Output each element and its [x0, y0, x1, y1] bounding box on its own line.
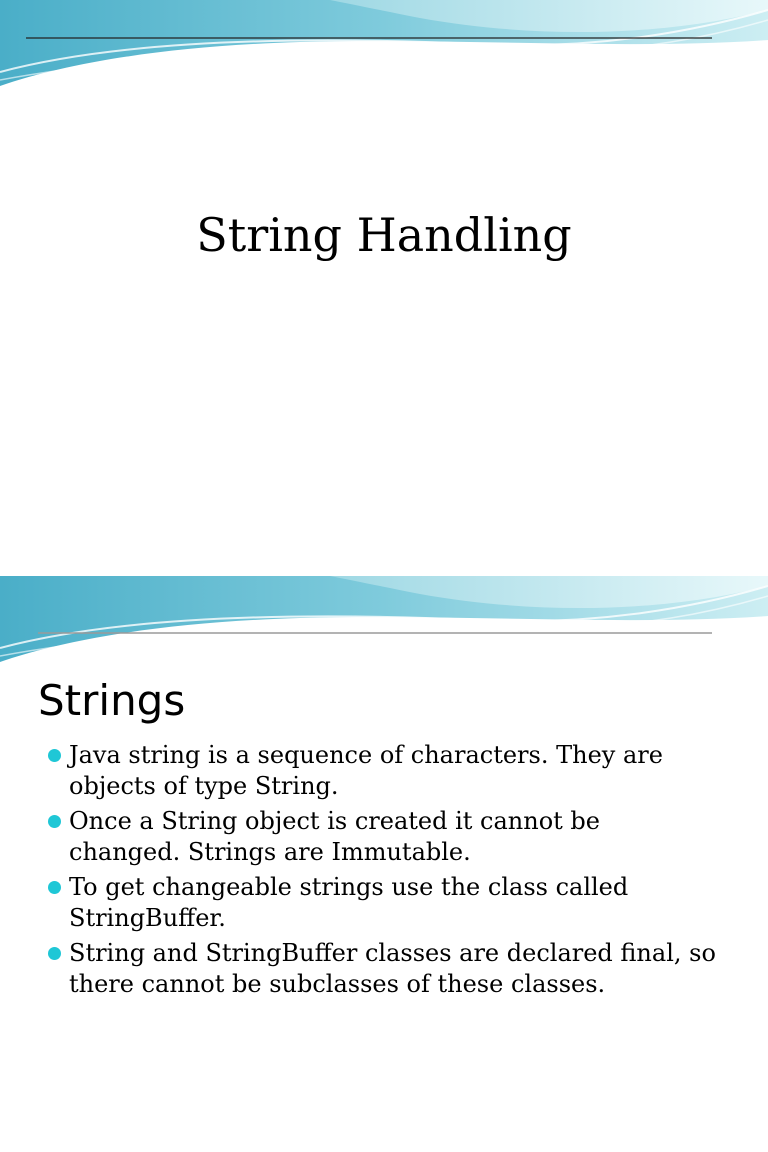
bullet-dot-icon [48, 749, 61, 762]
bullet-dot-icon [48, 947, 61, 960]
bullet-text: Once a String object is created it cannot be changed. Strings are Immutable. [69, 807, 600, 866]
bullet-text: String and StringBuffer classes are declared final, so there cannot be subclasses of these classes. [69, 939, 716, 998]
list-item [48, 740, 718, 802]
bullet-text: To get changeable strings use the class called StringBuffer. [69, 873, 629, 932]
bullet-list [48, 740, 718, 1004]
list-item [48, 806, 718, 868]
wave-header-decoration [0, 0, 768, 95]
list-item [48, 938, 718, 1000]
bullet-dot-icon [48, 815, 61, 828]
content-slide [0, 576, 768, 1152]
list-item [48, 872, 718, 934]
bullet-dot-icon [48, 881, 61, 894]
slide-title: String Handling [196, 208, 572, 262]
bullet-text: Java string is a sequence of characters. They are objects of type String. [69, 741, 663, 800]
slide-heading: Strings [38, 676, 186, 725]
wave-header-decoration [0, 576, 768, 671]
